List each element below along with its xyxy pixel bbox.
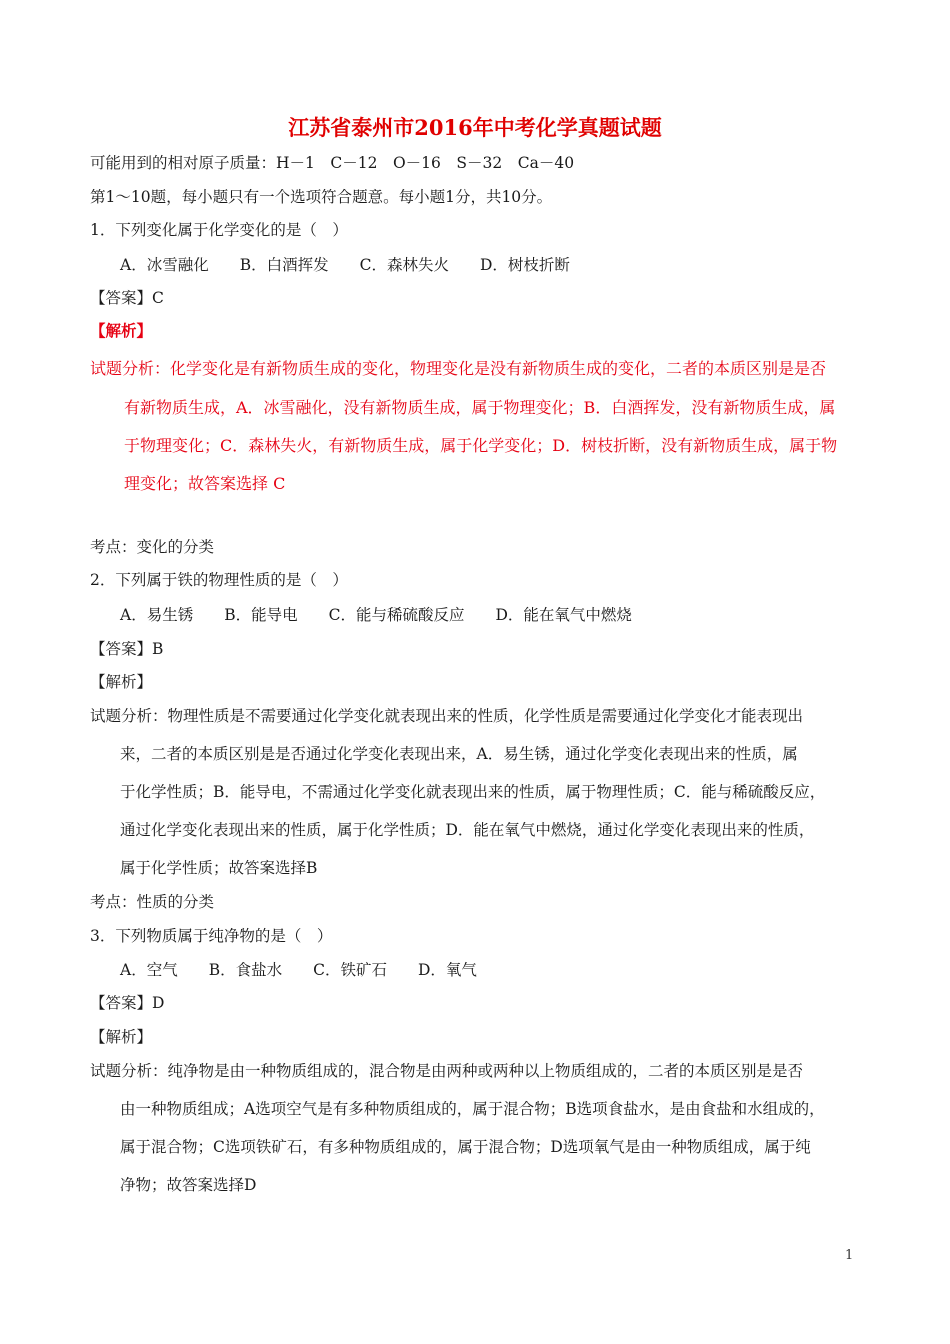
question-2-options: A．易生锈 B．能导电 C．能与稀硫酸反应 D．能在氧气中燃烧 bbox=[120, 606, 632, 624]
question-1-analysis-label: 【解析】 bbox=[90, 321, 153, 340]
question-2-analysis-line: 通过化学变化表现出来的性质，属于化学性质；D．能在氧气中燃烧，通过化学变化表现出来的性质， bbox=[120, 821, 815, 839]
atomic-masses-line: 可能用到的相对原子质量：H－1 C－12 O－16 S－32 Ca－40 bbox=[90, 154, 575, 172]
question-2-analysis-label: 【解析】 bbox=[90, 673, 153, 691]
question-2-analysis-line: 试题分析：物理性质是不需要通过化学变化就表现出来的性质，化学性质是需要通过化学变化才能表现出 bbox=[90, 707, 804, 725]
question-2-point: 考点：性质的分类 bbox=[90, 893, 215, 911]
question-3-analysis-line: 净物；故答案选择D bbox=[120, 1176, 257, 1194]
question-1-stem: 1．下列变化属于化学变化的是（ ） bbox=[90, 221, 348, 239]
question-3-analysis-line: 试题分析：纯净物是由一种物质组成的，混合物是由两种或两种以上物质组成的，二者的本质区别是是否 bbox=[90, 1062, 804, 1080]
question-3-analysis-line: 由一种物质组成；A选项空气是有多种物质组成的，属于混合物；B选项食盐水，是由食盐和水组成的， bbox=[120, 1100, 825, 1118]
question-1-options: A．冰雪融化 B．白酒挥发 C．森林失火 D．树枝折断 bbox=[120, 256, 570, 274]
question-3-answer: 【答案】D bbox=[90, 994, 165, 1012]
question-1-analysis-line: 有新物质生成，A．冰雪融化，没有新物质生成，属于物理变化；B．白酒挥发，没有新物质生成，属 bbox=[124, 398, 836, 417]
instructions-line: 第1～10题，每小题只有一个选项符合题意。每小题1分，共10分。 bbox=[90, 188, 553, 206]
page-number: 1 bbox=[845, 1248, 854, 1263]
question-1-analysis-line: 试题分析：化学变化是有新物质生成的变化，物理变化是没有新物质生成的变化，二者的本质区别是是否 bbox=[90, 359, 827, 378]
question-2-answer: 【答案】B bbox=[90, 640, 164, 658]
question-3-analysis-line: 属于混合物；C选项铁矿石，有多种物质组成的，属于混合物；D选项氧气是由一种物质组成，属于纯 bbox=[120, 1138, 811, 1156]
question-3-stem: 3．下列物质属于纯净物的是（ ） bbox=[90, 927, 333, 945]
question-2-analysis-line: 来，二者的本质区别是是否通过化学变化表现出来，A．易生锈，通过化学变化表现出来的性质，属 bbox=[120, 745, 798, 763]
question-3-options: A．空气 B．食盐水 C．铁矿石 D．氧气 bbox=[120, 961, 477, 979]
question-2-stem: 2．下列属于铁的物理性质的是（ ） bbox=[90, 571, 348, 589]
question-1-answer: 【答案】C bbox=[90, 289, 164, 307]
question-2-analysis-line: 属于化学性质；故答案选择B bbox=[120, 859, 318, 877]
page-title: 江苏省泰州市2016年中考化学真题试题 bbox=[288, 115, 662, 140]
question-3-analysis-label: 【解析】 bbox=[90, 1028, 153, 1046]
question-1-point: 考点：变化的分类 bbox=[90, 538, 215, 556]
question-1-analysis-line: 于物理变化；C．森林失火，有新物质生成，属于化学变化；D．树枝折断，没有新物质生成，属于物 bbox=[124, 436, 838, 455]
question-2-analysis-line: 于化学性质；B．能导电，不需通过化学变化就表现出来的性质，属于物理性质；C．能与稀硫酸反应， bbox=[120, 783, 826, 801]
question-1-analysis-line: 理变化；故答案选择 C bbox=[124, 474, 286, 493]
